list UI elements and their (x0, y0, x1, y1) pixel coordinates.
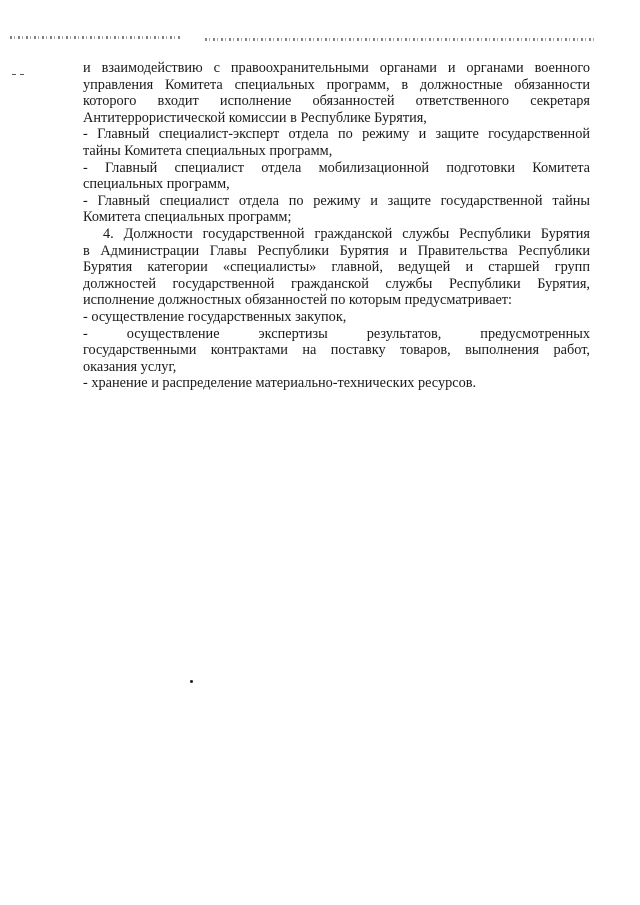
document-line: Комитета специальных программ; (83, 209, 292, 226)
document-line: - хранение и распределение материально-технических ресурсов. (83, 375, 477, 392)
document-line: Бурятия категории «специалисты» главной, ведущей и старшей групп (83, 259, 590, 276)
document-line: должностей государственной гражданской службы Республики Бурятия, (83, 275, 590, 292)
document-line: - Главный специалист отдела по режиму и защите государственной тайны (83, 192, 590, 209)
document-line: исполнение должностных обязанностей по которым предусматривает: (83, 292, 513, 309)
document-line: 4. Должности государственной гражданской службы Республики Бурятия (103, 225, 590, 242)
document-line: тайны Комитета специальных программ, (83, 142, 333, 159)
document-line: в Администрации Главы Республики Бурятия и Правительства Республики (83, 242, 590, 259)
document-line: - осуществление экспертизы результатов, предусмотренных (83, 325, 590, 342)
document-line: которого входит исполнение обязанностей ответственного секретаря (83, 93, 590, 110)
document-line: государственными контрактами на поставку товаров, выполнения работ, (83, 342, 590, 359)
document-line: - Главный специалист отдела мобилизационной подготовки Комитета (83, 159, 590, 176)
document-line: специальных программ, (83, 176, 230, 193)
document-line: и взаимодействию с правоохранительными органами и органами военного (83, 60, 590, 76)
scan-mark (20, 74, 24, 75)
document-line: Антитеррористической комиссии в Республике Бурятия, (83, 109, 427, 126)
document-line: оказания услуг, (83, 358, 177, 375)
document-line: - Главный специалист-эксперт отдела по режиму и защите государственной (83, 126, 590, 143)
scan-mark (12, 74, 16, 75)
scan-noise-center (205, 38, 595, 41)
stray-dot (190, 680, 193, 683)
document-line: - осуществление государственных закупок, (83, 308, 347, 325)
document-line: управления Комитета специальных программ, в должностные обязанности (83, 76, 590, 93)
document-body (83, 60, 590, 392)
scan-noise-left (10, 36, 180, 39)
